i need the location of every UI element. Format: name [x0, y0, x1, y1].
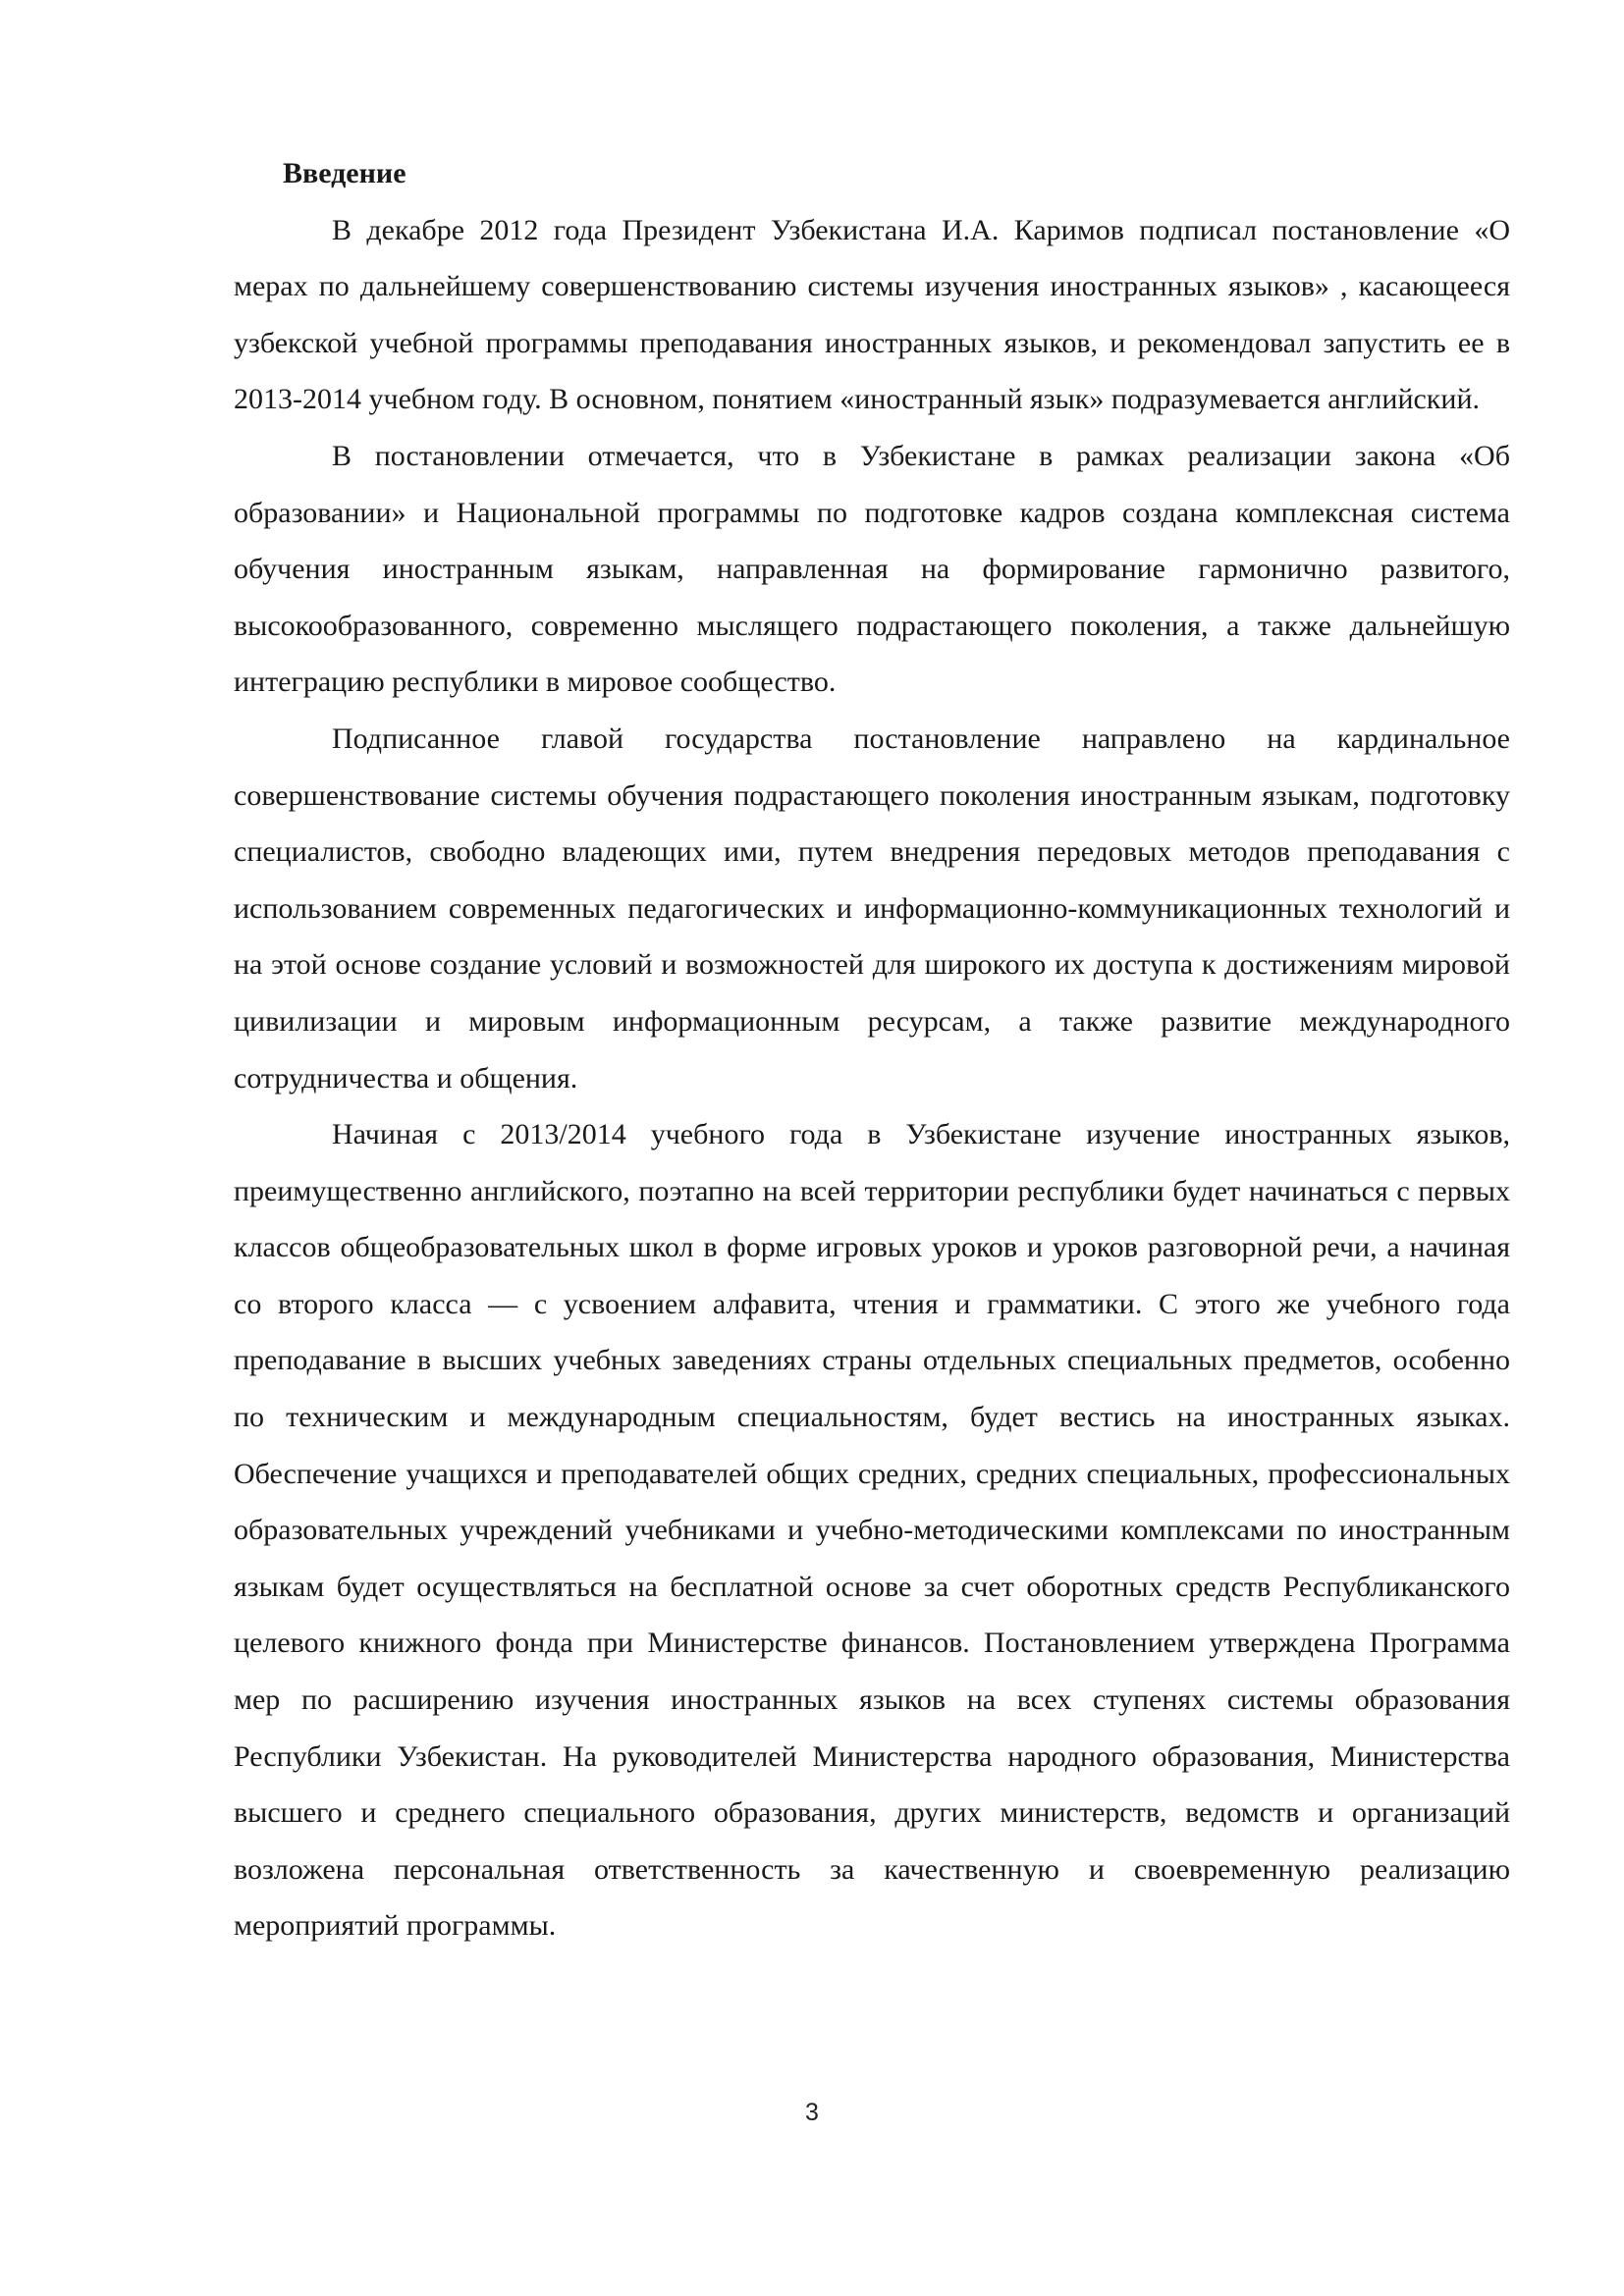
paragraph-1: В декабре 2012 года Президент Узбекистана И.А. Каримов подписал постановление «О мерах по дальнейшему совершенствованию системы изучения иностранных языков» , касающееся узбекской учебной программы преподавания иностранных языков, и рекомендовал запустить ее в 2013-2014 учебном году. В основном, понятием «иностранный язык» подразумевается английский. [234, 213, 1510, 416]
page-content [234, 145, 1510, 1954]
paragraph-2: В постановлении отмечается, что в Узбекистане в рамках реализации закона «Об образовании» и Национальной программы по подготовке кадров создана комплексная система обучения иностранным языкам, направленная на формирование гармонично развитого, высокообразованного, современно мыслящего подрастающего поколения, а также дальнейшую интеграцию республики в мировое сообщество. [234, 439, 1510, 699]
page-number: 3 [805, 2099, 819, 2126]
paragraph-3: Подписанное главой государства постановление направлено на кардинальное совершенствование системы обучения подрастающего поколения иностранным языкам, подготовку специалистов, свободно владеющих ими, путем внедрения передовых методов преподавания с использованием современных педагогических и информационно-коммуникационных технологий и на этой основе создание условий и возможностей для широкого их доступа к достижениям мировой цивилизации и мировым информационным ресурсам, а также развитие международного сотрудничества и общения. [234, 721, 1510, 1095]
section-heading: Введение [283, 157, 406, 189]
paragraph-4: Начиная с 2013/2014 учебного года в Узбекистане изучение иностранных языков, преимущественно английского, поэтапно на всей территории республики будет начинаться с первых классов общеобразовательных школ в форме игровых уроков и уроков разговорной речи, а начиная со второго класса — с усвоением алфавита, чтения и грамматики. С этого же учебного года преподавание в высших учебных заведениях страны отдельных специальных предметов, особенно по техническим и международным специальностям, будет вестись на иностранных языках. Обеспечение учащихся и преподавателей общих средних, средних специальных, профессиональных образовательных учреждений учебниками и учебно-методическими комплексами по иностранным языкам будет осуществляться на бесплатной основе за счет оборотных средств Республиканского целевого книжного фонда при Министерстве финансов. Постановлением утверждена Программа мер по расширению изучения иностранных языков на всех ступенях системы образования Республики Узбекистан. На руководителей Министерства народного образования, Министерства высшего и среднего специального образования, других министерств, ведомств и организаций возложена персональная ответственность за качественную и своевременную реализацию мероприятий программы. [234, 1118, 1510, 1943]
